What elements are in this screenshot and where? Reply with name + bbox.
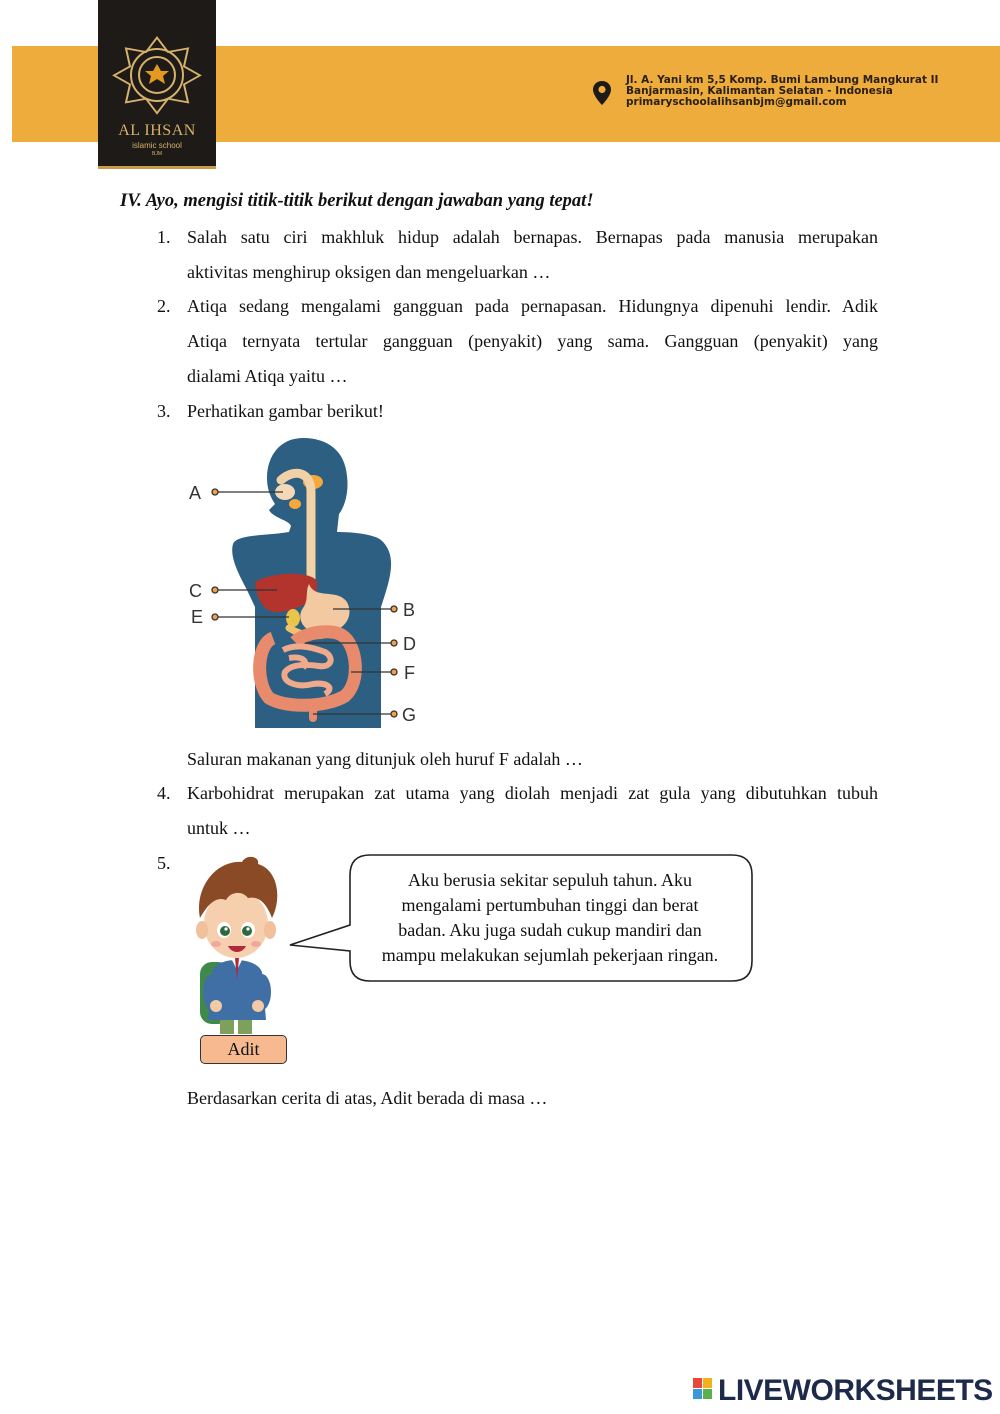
diagram-label: F [404,663,415,683]
question-text-line: Saluran makanan yang ditunjuk oleh huruf F adalah … [187,749,583,769]
address-line: Banjarmasin, Kalimantan Selatan - Indonesia [626,85,893,97]
question-text-line: Atiqa ternyata tertular gangguan (penyakit) yang sama. Gangguan (penyakit) yang [187,331,878,351]
school-city: BJM [152,151,162,157]
speaker-name-tag: Adit [200,1035,287,1064]
question-number: 3. [157,401,171,421]
speech-line: Aku berusia sekitar sepuluh tahun. Aku [408,870,692,890]
school-logo [98,0,216,169]
boy-character-illustration [186,852,286,1037]
speech-line: mengalami pertumbuhan tinggi dan berat [401,895,699,915]
question-text-line: Atiqa sedang mengalami gangguan pada pernapasan. Hidungnya dipenuhi lendir. Adik [187,296,878,316]
diagram-label: B [403,600,416,620]
liveworksheets-logo-icon [693,1378,713,1400]
question-text-line: dialami Atiqa yaitu … [187,366,348,386]
ornament-logo-icon [106,34,208,116]
speech-bubble-text [360,868,740,968]
question-text-line: Perhatikan gambar berikut! [187,401,384,421]
question-text-line: Salah satu ciri makhluk hidup adalah bernapas. Bernapas pada manusia merupakan [187,227,878,247]
school-address [626,75,938,108]
question-text-line: aktivitas menghirup oksigen dan mengeluarkan … [187,262,551,282]
school-subtitle: islamic school [132,141,182,150]
location-pin-icon [592,80,612,106]
question-number: 4. [157,783,171,803]
school-name: AL IHSAN [118,122,196,139]
address-line: Jl. A. Yani km 5,5 Komp. Bumi Lambung Mangkurat II [626,74,939,86]
diagram-label: A [189,483,202,503]
diagram-label: C [189,581,202,601]
email-line: primaryschoolalihsanbjm@gmail.com [626,96,847,108]
diagram-label: D [403,634,416,654]
speech-line: mampu melakukan sejumlah pekerjaan ringan. [381,945,719,965]
question-number: 2. [157,296,171,316]
question-number: 5. [157,853,171,873]
question-text-line: Berdasarkan cerita di atas, Adit berada di masa … [187,1088,548,1108]
question-text-line: untuk … [187,818,251,838]
section-heading: IV. Ayo, mengisi titik-titik berikut dengan jawaban yang tepat! [120,191,594,211]
diagram-label: E [191,607,204,627]
digestive-system-diagram [185,432,435,732]
question-text-line: Karbohidrat merupakan zat utama yang diolah menjadi zat gula yang dibutuhkan tubuh [187,783,878,803]
speech-line: badan. Aku juga sudah cukup mandiri dan [398,920,702,940]
liveworksheets-watermark: LIVEWORKSHEETS [718,1374,993,1407]
question-number: 1. [157,227,171,247]
diagram-label: G [402,705,417,725]
